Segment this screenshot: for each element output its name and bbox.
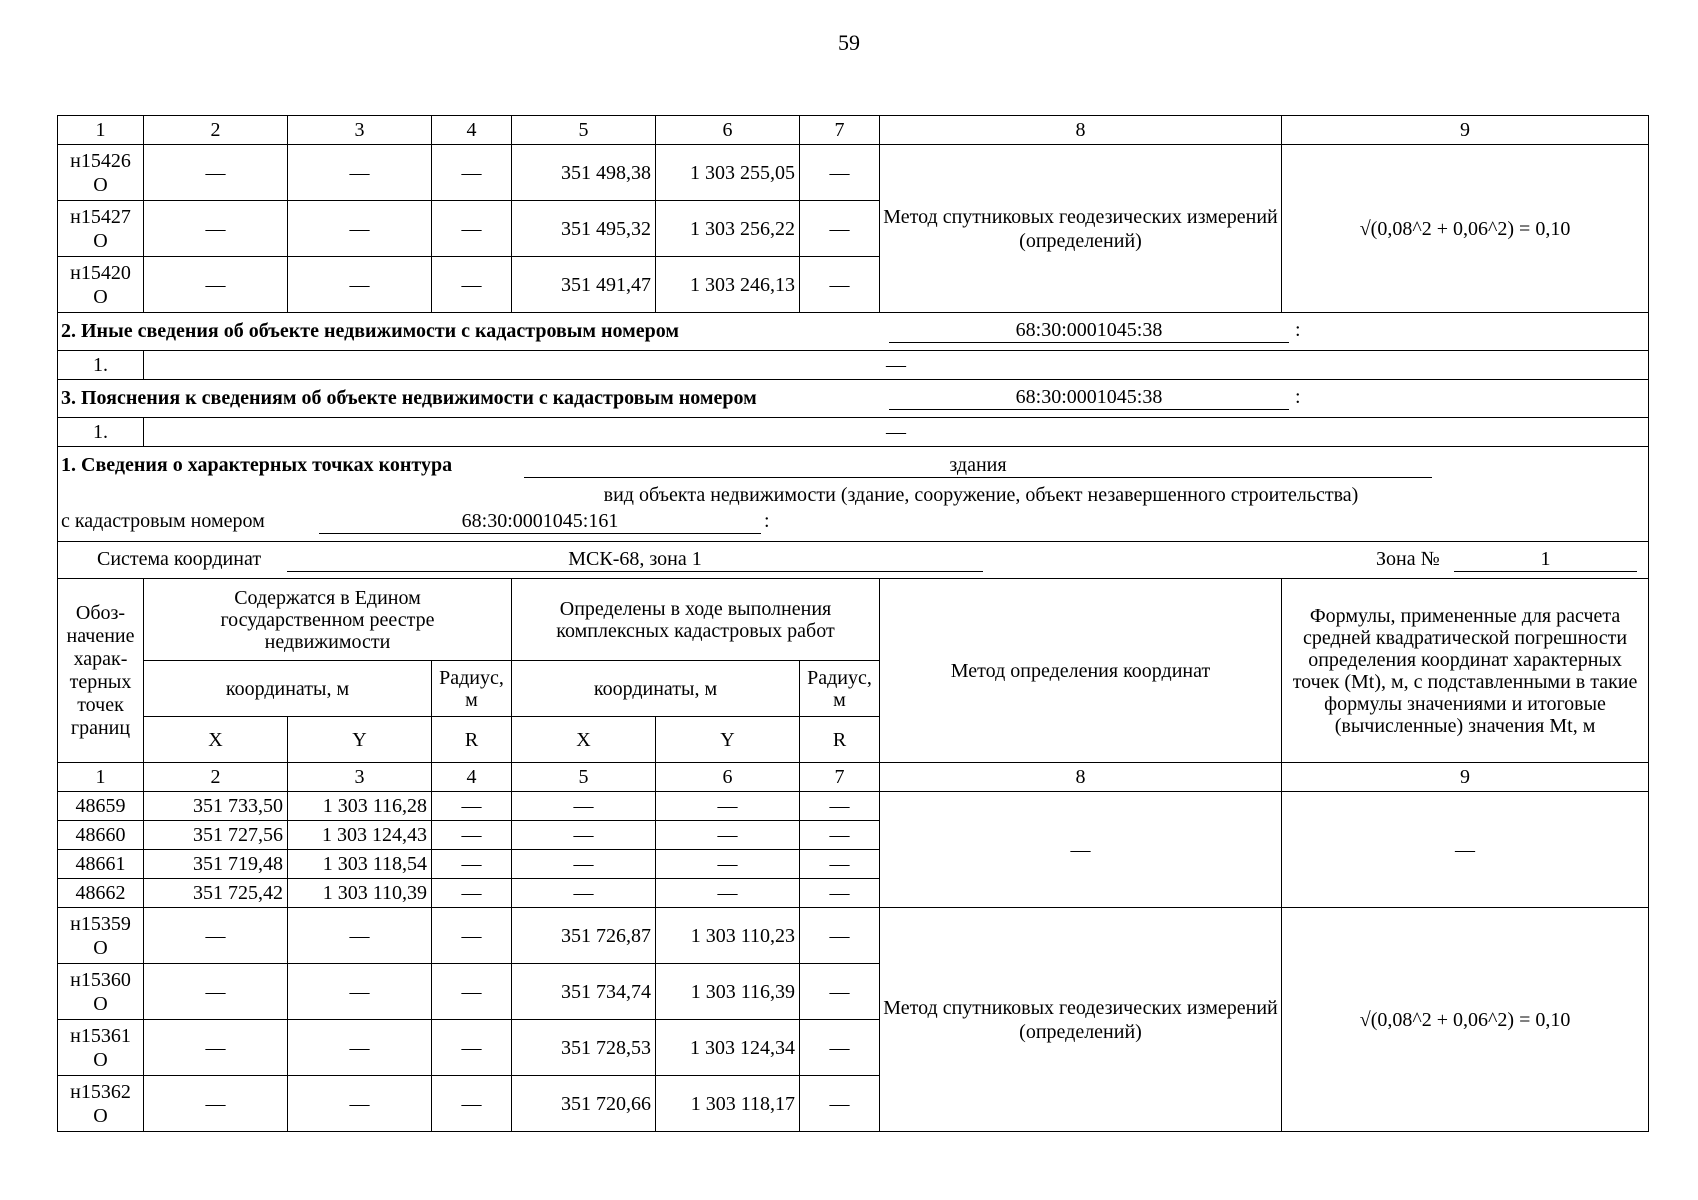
empty-cell: — <box>288 1076 432 1132</box>
empty-cell: — <box>144 1076 288 1132</box>
empty-cell: — <box>432 964 512 1020</box>
empty-cell: — <box>800 145 880 201</box>
header-x: X <box>512 717 656 763</box>
table-row <box>58 908 1649 964</box>
empty-cell: — <box>800 1076 880 1132</box>
empty-cell: — <box>288 257 432 313</box>
header-kkr: Определены в ходе выполнения комплексных кадастровых работ <box>512 579 880 661</box>
item-number: 1. <box>58 351 144 380</box>
col-num: 8 <box>880 116 1282 145</box>
point-id: 48659 <box>58 792 144 821</box>
header-point-designation: Обоз- начение харак- терных точек границ <box>58 579 144 763</box>
method-cell: Метод спутниковых геодезических измерений (определений) <box>880 908 1282 1132</box>
col-num: 8 <box>880 763 1282 792</box>
empty-cell: — <box>432 821 512 850</box>
empty-cell: — <box>288 1020 432 1076</box>
coord-system-label: Система координат <box>97 548 262 570</box>
method-cell: — <box>880 792 1282 908</box>
header-x: X <box>144 717 288 763</box>
header-method: Метод определения координат <box>880 579 1282 763</box>
col-num: 6 <box>656 116 800 145</box>
coord-y: 1 303 110,39 <box>288 879 432 908</box>
zone-label: Зона № <box>1376 548 1440 570</box>
coord-x: 351 733,50 <box>144 792 288 821</box>
empty-cell: — <box>800 964 880 1020</box>
table-row <box>58 145 1649 201</box>
cadastral-number: 68:30:0001045:161 <box>319 509 761 534</box>
section2-label: 2. Иные сведения об объекте недвижимости с кадастровым номером <box>61 320 680 342</box>
col-num: 6 <box>656 763 800 792</box>
empty-cell: — <box>800 201 880 257</box>
header-coords: координаты, м <box>512 661 800 717</box>
column-number-row <box>58 763 1649 792</box>
coord-system-value: МСК-68, зона 1 <box>287 547 983 572</box>
column-number-row <box>58 116 1649 145</box>
item-value: — <box>144 418 1649 447</box>
empty-cell: — <box>288 145 432 201</box>
section2-colon: : <box>1295 319 1301 341</box>
coord-y: 1 303 116,28 <box>288 792 432 821</box>
point-id: н15360 О <box>58 964 144 1020</box>
empty-cell: — <box>800 850 880 879</box>
section3-label: 3. Пояснения к сведениям об объекте недвижимости с кадастровым номером <box>61 387 757 409</box>
empty-cell: — <box>432 792 512 821</box>
empty-cell: — <box>432 908 512 964</box>
point-id: н15427 О <box>58 201 144 257</box>
building-contour-table <box>57 446 1649 1132</box>
col-num: 7 <box>800 763 880 792</box>
header-r: R <box>432 717 512 763</box>
coord-y: 1 303 255,05 <box>656 145 800 201</box>
col-num: 5 <box>512 763 656 792</box>
empty-cell: — <box>656 850 800 879</box>
header-y: Y <box>288 717 432 763</box>
coord-x: 351 725,42 <box>144 879 288 908</box>
coord-y: 1 303 124,34 <box>656 1020 800 1076</box>
col-num: 9 <box>1282 116 1649 145</box>
empty-cell: — <box>432 879 512 908</box>
coord-y: 1 303 110,23 <box>656 908 800 964</box>
empty-cell: — <box>144 908 288 964</box>
empty-cell: — <box>512 850 656 879</box>
point-id: н15362 О <box>58 1076 144 1132</box>
section3-item-row <box>58 418 1649 447</box>
empty-cell: — <box>800 1020 880 1076</box>
zone-value: 1 <box>1454 547 1637 572</box>
col-num: 1 <box>58 763 144 792</box>
coord-x: 351 498,38 <box>512 145 656 201</box>
empty-cell: — <box>656 792 800 821</box>
point-id: н15426 О <box>58 145 144 201</box>
coord-y: 1 303 256,22 <box>656 201 800 257</box>
header-radius: Радиус, м <box>432 661 512 717</box>
empty-cell: — <box>512 821 656 850</box>
empty-cell: — <box>288 201 432 257</box>
section2-cadastral: 68:30:0001045:38 <box>889 318 1289 343</box>
cadastral-label: с кадастровым номером <box>61 510 265 532</box>
coord-x: 351 719,48 <box>144 850 288 879</box>
formula-cell: √(0,08^2 + 0,06^2) = 0,10 <box>1282 908 1649 1132</box>
col-num: 2 <box>144 763 288 792</box>
formula-cell: √(0,08^2 + 0,06^2) = 0,10 <box>1282 145 1649 313</box>
coord-x: 351 728,53 <box>512 1020 656 1076</box>
object-type-caption: вид объекта недвижимости (здание, сооружение, объект незавершенного строительства) <box>603 484 1359 506</box>
empty-cell: — <box>800 821 880 850</box>
empty-cell: — <box>432 201 512 257</box>
empty-cell: — <box>144 257 288 313</box>
coord-x: 351 720,66 <box>512 1076 656 1132</box>
empty-cell: — <box>432 257 512 313</box>
contour-title: 1. Сведения о характерных точках контура <box>61 454 453 476</box>
col-num: 4 <box>432 116 512 145</box>
section2-row <box>58 313 1649 351</box>
contour-info-row <box>58 447 1649 542</box>
col-num: 4 <box>432 763 512 792</box>
col-num: 1 <box>58 116 144 145</box>
cadastral-colon: : <box>764 510 770 532</box>
coord-y: 1 303 118,17 <box>656 1076 800 1132</box>
empty-cell: — <box>432 1020 512 1076</box>
header-radius: Радиус, м <box>800 661 880 717</box>
method-cell: Метод спутниковых геодезических измерений (определений) <box>880 145 1282 313</box>
empty-cell: — <box>288 908 432 964</box>
coord-x: 351 491,47 <box>512 257 656 313</box>
section3-colon: : <box>1295 386 1301 408</box>
header-r: R <box>800 717 880 763</box>
empty-cell: — <box>800 792 880 821</box>
section3-row <box>58 380 1649 418</box>
point-id: 48660 <box>58 821 144 850</box>
empty-cell: — <box>432 1076 512 1132</box>
section3-cell <box>58 380 1649 418</box>
object-type: здания <box>524 453 1432 478</box>
header-coords: координаты, м <box>144 661 432 717</box>
col-num: 3 <box>288 116 432 145</box>
empty-cell: — <box>144 201 288 257</box>
section3-cadastral: 68:30:0001045:38 <box>889 385 1289 410</box>
point-id: 48661 <box>58 850 144 879</box>
section2-item-row <box>58 351 1649 380</box>
col-num: 7 <box>800 116 880 145</box>
empty-cell: — <box>144 964 288 1020</box>
empty-cell: — <box>432 850 512 879</box>
coord-system-cell <box>58 542 1649 579</box>
empty-cell: — <box>432 145 512 201</box>
coord-x: 351 734,74 <box>512 964 656 1020</box>
col-num: 5 <box>512 116 656 145</box>
header-row-1 <box>58 579 1649 661</box>
coord-y: 1 303 116,39 <box>656 964 800 1020</box>
point-id: н15359 О <box>58 908 144 964</box>
col-num: 2 <box>144 116 288 145</box>
point-id: н15361 О <box>58 1020 144 1076</box>
item-number: 1. <box>58 418 144 447</box>
coord-y: 1 303 246,13 <box>656 257 800 313</box>
empty-cell: — <box>512 879 656 908</box>
item-value: — <box>144 351 1649 380</box>
empty-cell: — <box>800 257 880 313</box>
empty-cell: — <box>656 879 800 908</box>
section2-cell <box>58 313 1649 351</box>
empty-cell: — <box>288 964 432 1020</box>
coord-x: 351 727,56 <box>144 821 288 850</box>
coord-y: 1 303 124,43 <box>288 821 432 850</box>
col-num: 9 <box>1282 763 1649 792</box>
empty-cell: — <box>144 145 288 201</box>
col-num: 3 <box>288 763 432 792</box>
empty-cell: — <box>512 792 656 821</box>
empty-cell: — <box>800 908 880 964</box>
empty-cell: — <box>144 1020 288 1076</box>
table-row <box>58 792 1649 821</box>
point-id: 48662 <box>58 879 144 908</box>
header-formula: Формулы, примененные для расчета средней квадратической погрешности определения координат характерных точек (Mt), м, с подставленными в такие формулы значениями и итоговые (вычисленные) значения Mt, м <box>1282 579 1649 763</box>
point-id: н15420 О <box>58 257 144 313</box>
coord-x: 351 726,87 <box>512 908 656 964</box>
contour-info-cell <box>58 447 1649 542</box>
upper-coordinates-table <box>57 115 1649 447</box>
empty-cell: — <box>800 879 880 908</box>
coord-y: 1 303 118,54 <box>288 850 432 879</box>
header-egrn: Содержатся в Едином государственном реестре недвижимости <box>144 579 512 661</box>
page-number: 59 <box>838 30 860 55</box>
header-y: Y <box>656 717 800 763</box>
coord-system-row <box>58 542 1649 579</box>
empty-cell: — <box>656 821 800 850</box>
formula-cell: — <box>1282 792 1649 908</box>
coord-x: 351 495,32 <box>512 201 656 257</box>
